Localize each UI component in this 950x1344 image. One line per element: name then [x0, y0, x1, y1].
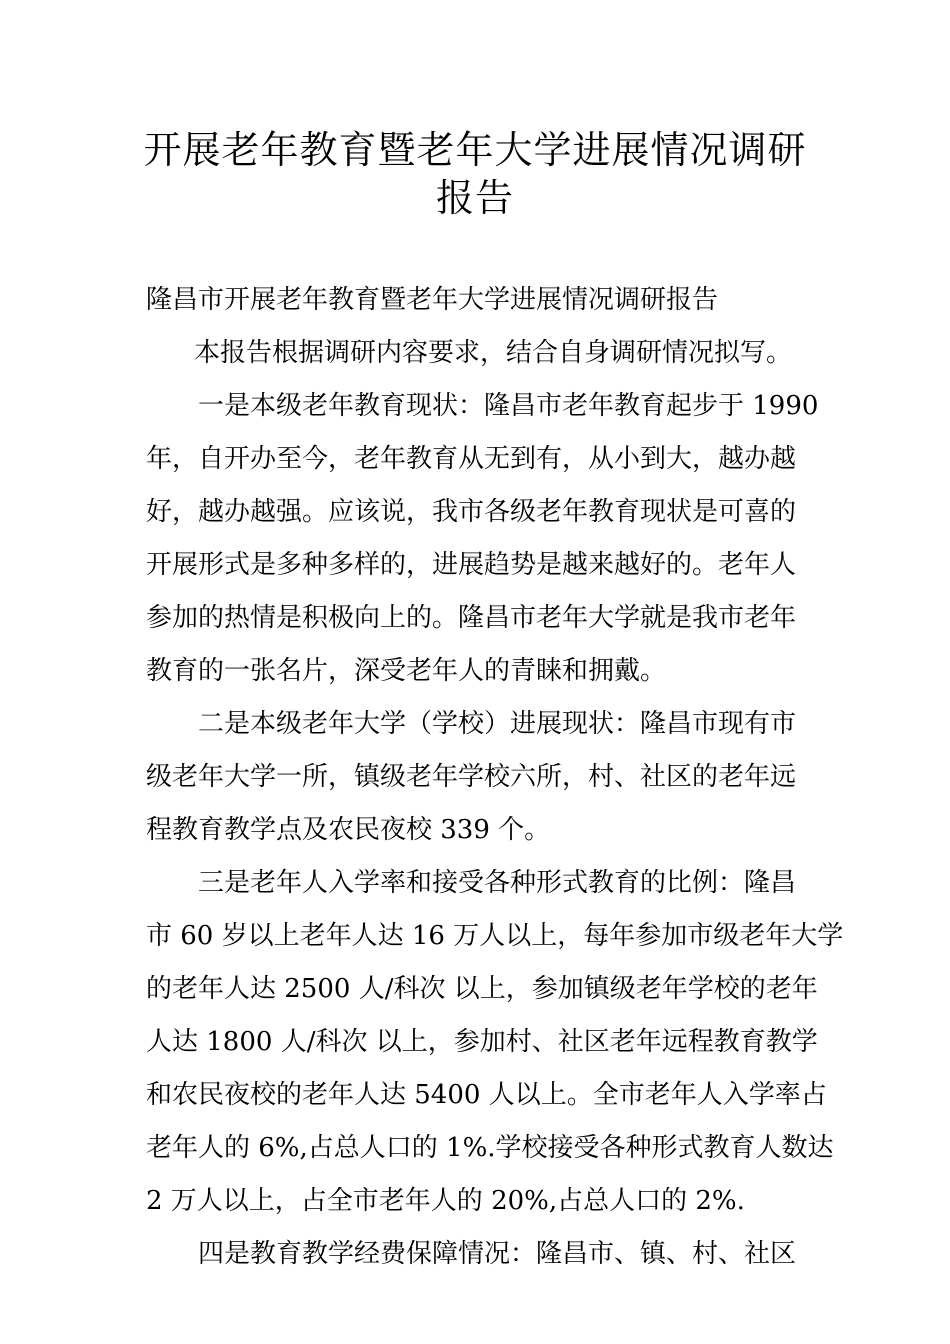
body-paragraph	[146, 386, 819, 691]
paragraph-line: 参加的热情是积极向上的。隆昌市老年大学就是我市老年	[146, 603, 797, 633]
document-body	[146, 280, 844, 1287]
title-line-2: 报告	[435, 176, 514, 220]
body-paragraph	[146, 863, 844, 1221]
paragraph-line: 一是本级老年教育现状：隆昌市老年教育起步于 1990	[198, 391, 819, 421]
paragraph-line: 三是老年人入学率和接受各种形式教育的比例：隆昌	[198, 868, 797, 898]
paragraph-line: 老年人的 6%,占总人口的 1%.学校接受各种形式教育人数达	[146, 1133, 834, 1163]
paragraph-line: 和农民夜校的老年人达 5400 人以上。全市老年人入学率占	[146, 1080, 827, 1110]
paragraph-line: 级老年大学一所，镇级老年学校六所，村、社区的老年远	[146, 762, 797, 792]
paragraph-line: 好，越办越强。应该说，我市各级老年教育现状是可喜的	[146, 497, 797, 527]
paragraph-line: 的老年人达 2500 人/科次 以上，参加镇级老年学校的老年	[146, 974, 818, 1004]
paragraph-line: 市 60 岁以上老年人达 16 万人以上，每年参加市级老年大学	[146, 921, 844, 951]
paragraph-line: 年，自开办至今，老年教育从无到有，从小到大，越办越	[146, 444, 797, 474]
paragraph-line: 四是教育教学经费保障情况：隆昌市、镇、村、社区	[198, 1239, 797, 1269]
body-paragraph	[146, 1234, 810, 1274]
paragraph-line: 开展形式是多种多样的，进展趋势是越来越好的。老年人	[146, 550, 797, 580]
body-paragraph	[146, 704, 810, 850]
paragraph-list	[146, 386, 844, 1274]
paragraph-line: 教育的一张名片，深受老年人的青睐和拥戴。	[146, 656, 667, 686]
report-subtitle: 隆昌市开展老年教育暨老年大学进展情况调研报告	[146, 285, 719, 315]
paragraph-line: 2 万人以上，占全市老年人的 20%,占总人口的 2%.	[146, 1186, 745, 1216]
paragraph-line: 人达 1800 人/科次 以上，参加村、社区老年远程教育教学	[146, 1027, 818, 1057]
document-title	[120, 126, 830, 222]
paragraph-line: 二是本级老年大学（学校）进展现状：隆昌市现有市	[198, 709, 797, 739]
intro-paragraph: 本报告根据调研内容要求，结合自身调研情况拟写。	[194, 338, 793, 368]
paragraph-line: 程教育教学点及农民夜校 339 个。	[146, 815, 551, 845]
title-line-1: 开展老年教育暨老年大学进展情况调研	[143, 128, 807, 172]
